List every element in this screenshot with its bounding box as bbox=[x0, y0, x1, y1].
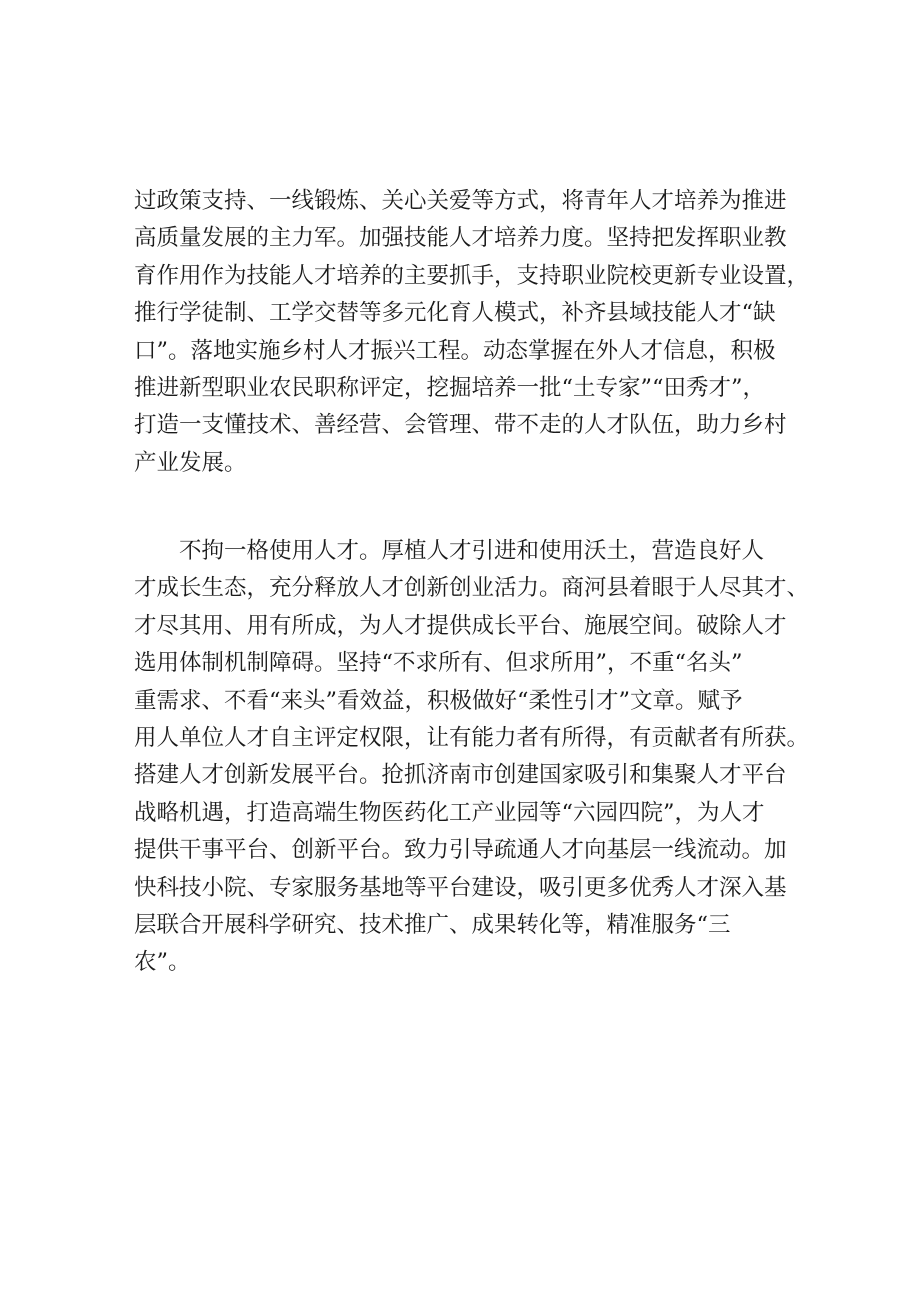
paragraph-talent-training bbox=[134, 183, 810, 482]
text-line: 重需求、不看“来头”看效益，积极做好“柔性引才”文章。赋予 bbox=[134, 687, 743, 714]
text-line: 选用体制机制障碍。坚持“不求所有、但求所用”，不重“名头” bbox=[134, 650, 743, 677]
text-line: 用人单位人才自主评定权限，让有能力者有所得，有贡献者有所获。 bbox=[134, 724, 810, 751]
text-line: 战略机遇，打造高端生物医药化工产业园等“六园四院”，为人才 bbox=[134, 799, 765, 826]
text-line: 育作用作为技能人才培养的主要抓手，支持职业院校更新专业设置， bbox=[134, 262, 810, 289]
text-line: 才尽其用、用有所成，为人才提供成长平台、施展空间。破除人才 bbox=[134, 612, 787, 639]
text-line: 高质量发展的主力军。加强技能人才培养力度。坚持把发挥职业教 bbox=[134, 225, 787, 252]
text-line: 农”。 bbox=[134, 949, 191, 976]
text-line: 推进新型职业农民职称评定，挖掘培养一批“土专家”“田秀才”， bbox=[134, 374, 766, 401]
text-line: 产业发展。 bbox=[134, 449, 247, 476]
text-line: 提供干事平台、创新平台。致力引导疏通人才向基层一线流动。加 bbox=[134, 837, 787, 864]
text-line-first: 不拘一格使用人才。厚植人才引进和使用沃土，营造良好人 bbox=[179, 538, 765, 564]
text-line: 层联合开展科学研究、技术推广、成果转化等，精准服务“三 bbox=[134, 911, 731, 938]
text-line: 才成长生态，充分释放人才创新创业活力。商河县着眼于人尽其才、 bbox=[134, 575, 810, 602]
text-line: 过政策支持、一线锻炼、关心关爱等方式，将青年人才培养为推进 bbox=[134, 188, 787, 214]
text-line: 推行学徒制、工学交替等多元化育人模式，补齐县域技能人才“缺 bbox=[134, 300, 776, 327]
text-line: 口”。落地实施乡村人才振兴工程。动态掌握在外人才信息，积极 bbox=[134, 337, 776, 364]
text-line: 快科技小院、专家服务基地等平台建设，吸引更多优秀人才深入基 bbox=[134, 874, 787, 901]
paragraph-talent-usage bbox=[134, 533, 810, 982]
text-line: 搭建人才创新发展平台。抢抓济南市创建国家吸引和集聚人才平台 bbox=[134, 762, 787, 789]
text-line: 打造一支懂技术、善经营、会管理、带不走的人才队伍，助力乡村 bbox=[134, 412, 787, 439]
